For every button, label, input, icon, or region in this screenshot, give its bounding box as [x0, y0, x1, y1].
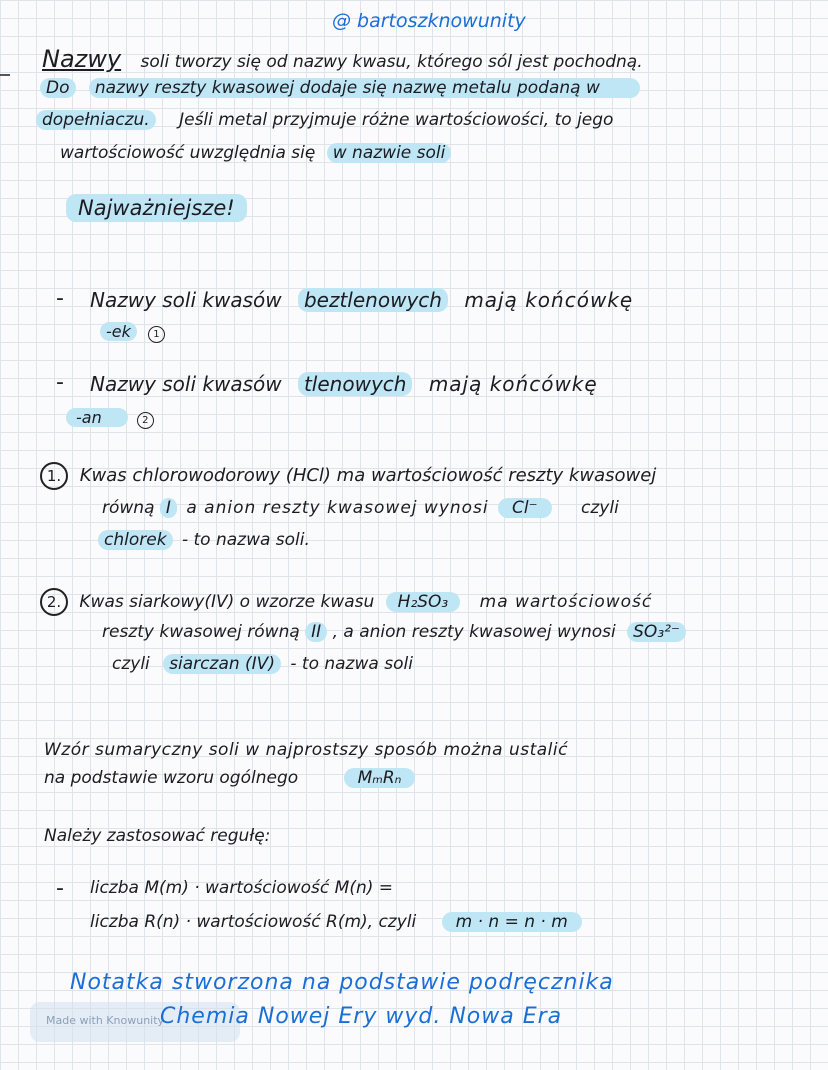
example-1-valence: I [160, 498, 177, 518]
footer-line-2: Chemia Nowej Ery wyd. Nowa Era [160, 1004, 563, 1029]
intro-word-do: Do [40, 78, 76, 98]
intro-word-dopelniaczu: dopełniaczu. [36, 110, 156, 130]
example-2-anion: SO₃²⁻ [627, 622, 686, 642]
rule-heading: Należy zastosować regułę: [44, 826, 271, 846]
example-2-text-3: reszty kwasowej równą [102, 622, 300, 642]
example-2-salt-name: siarczan (IV) [163, 654, 281, 674]
bullet-1 [90, 288, 633, 312]
intro-text-4: wartościowość uwzględnia się [60, 143, 316, 163]
formula-line-2 [44, 768, 415, 788]
example-2-number: 2. [40, 588, 68, 616]
general-formula: MₘRₙ [344, 768, 416, 788]
intro-text-1: soli tworzy się od nazwy kwasu, którego sól jest pochodną. [140, 52, 643, 72]
example-1-text-3: a anion reszty kwasowej wynosi [186, 498, 489, 518]
watermark-text: Made with Knowunity [46, 1014, 165, 1027]
footer-line-1: Notatka stworzona na podstawie podręcznika [70, 970, 614, 995]
example-1-text-4: czyli [581, 498, 619, 518]
intro-line-4 [60, 143, 451, 163]
intro-line-3 [36, 110, 613, 130]
example-2-text-1: Kwas siarkowy(IV) o wzorze kwasu [79, 592, 375, 612]
rule-text-2: liczba R(n) · wartościowość R(m), czyli [90, 912, 417, 932]
bullet-1-ending-text: -ek [100, 322, 137, 341]
bullet-2 [90, 372, 598, 396]
intro-line-1 [42, 45, 643, 73]
example-2-valence: II [305, 622, 327, 642]
bullet-1-keyword: beztlenowych [298, 288, 448, 312]
rule-line-2 [90, 912, 582, 932]
rule-result: m · n = n · m [442, 912, 582, 932]
bullet-2-ending [66, 408, 154, 429]
bullet-1-text-end: mają końcówkę [464, 288, 634, 312]
bullet-dash-3: - [56, 876, 64, 901]
bullet-2-text: Nazwy soli kwasów [90, 372, 282, 396]
bullet-dash-2: - [56, 370, 64, 395]
example-1-line-1 [40, 462, 656, 490]
example-1-anion: Cl⁻ [498, 498, 552, 518]
example-2-line-1 [40, 588, 652, 616]
formula-line-1: Wzór sumaryczny soli w najprostszy sposób można ustalić [44, 740, 568, 760]
bullet-2-ending-text: -an [66, 408, 128, 427]
important-heading-text: Najważniejsze! [66, 194, 247, 222]
example-1-line-2 [102, 498, 619, 518]
example-2-acid-formula: H₂SO₃ [386, 592, 461, 612]
example-1-text-5: - to nazwa soli. [181, 530, 310, 550]
bullet-2-number: 2 [137, 412, 154, 429]
intro-text-2: nazwy reszty kwasowej dodaje się nazwę metalu podaną w [89, 78, 640, 98]
intro-line-2 [40, 78, 640, 98]
example-1-text-2: równą [102, 498, 155, 518]
bullet-dash-1: - [56, 286, 64, 311]
rule-line-1: liczba M(m) · wartościowość M(n) = [90, 878, 394, 898]
example-1-number: 1. [40, 462, 68, 490]
bullet-1-ending [100, 322, 165, 343]
example-1-line-3 [98, 530, 310, 550]
example-2-text-2: ma wartościowość [479, 592, 653, 612]
bullet-1-number: 1 [148, 326, 165, 343]
bullet-2-text-end: mają końcówkę [428, 372, 598, 396]
example-2-text-6: - to nazwa soli [290, 654, 413, 674]
example-2-text-4: , a anion reszty kwasowej wynosi [332, 622, 616, 642]
example-2-text-5: czyli [112, 654, 150, 674]
bullet-2-keyword: tlenowych [298, 372, 412, 396]
example-1-text-1: Kwas chlorowodorowy (HCl) ma wartościowość reszty kwasowej [79, 465, 657, 486]
margin-mark [0, 74, 10, 76]
intro-word-nazwy: Nazwy [42, 45, 122, 73]
intro-text-3: Jeśli metal przyjmuje różne wartościowości, to jego [179, 110, 614, 130]
example-2-line-3 [112, 654, 413, 674]
bullet-1-text: Nazwy soli kwasów [90, 288, 282, 312]
important-heading [66, 196, 247, 220]
formula-text-2: na podstawie wzoru ogólnego [44, 768, 299, 788]
example-2-line-2 [102, 622, 686, 642]
intro-text-4-highlight: w nazwie soli [327, 143, 452, 163]
author-handle: @ bartoszknowunity [332, 10, 526, 32]
example-1-salt-name: chlorek [98, 530, 173, 550]
